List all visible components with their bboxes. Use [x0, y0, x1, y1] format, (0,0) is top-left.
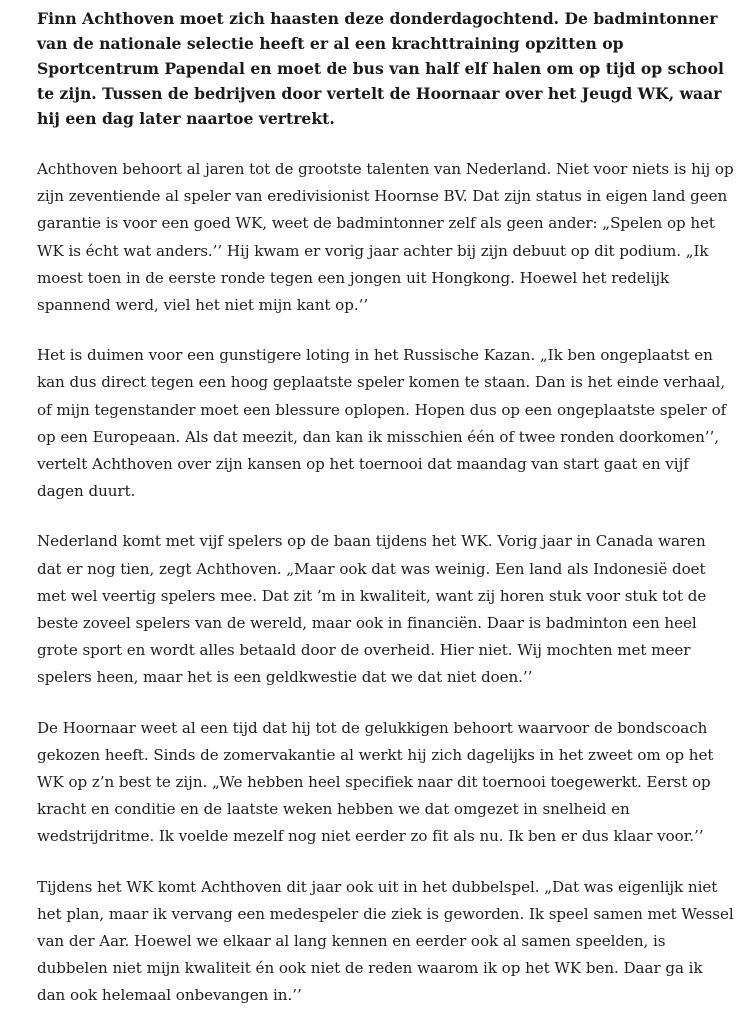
article-paragraph: Tijdens het WK komt Achthoven dit jaar ook uit in het dubbelspel. „Dat was eigenlijk niet het plan, maar ik vervang een medespeler die ziek is geworden. Ik speel samen met Wessel van der Aar. Hoewel we elkaar al lang kennen en eerder ook al samen speelden, is dubbelen niet mijn kwaliteit én ook niet de reden waarom ik op het WK ben. Daar ga ik dan ook helemaal onbevangen in.’’ [37, 877, 734, 1005]
article-intro: Finn Achthoven moet zich haasten deze donderdagochtend. De badmintonner van de nationale selectie heeft er al een krachttraining opzitten op Sportcentrum Papendal en moet de bus van half elf halen om op tijd op school te zijn. Tussen de bedrijven door vertelt de Hoornaar over het Jeugd WK, waar hij een dag later naartoe vertrekt. [37, 9, 724, 128]
article-paragraph: De Hoornaar weet al een tijd dat hij tot de gelukkigen behoort waarvoor de bondscoach gekozen heeft. Sinds de zomervakantie al werkt hij zich dagelijks in het zweet om op het WK op z’n best te zijn. „We hebben heel specifiek naar dit toernooi toegewerkt. Eerst op kracht en conditie en de laatste weken hebben we dat omgezet in snelheid en wedstrijdritme. Ik voelde mezelf nog niet eerder zo fit als nu. Ik ben er dus klaar voor.’’ [37, 718, 714, 846]
article-paragraph: Achthoven behoort al jaren tot de grootste talenten van Nederland. Niet voor niets is hij op zijn zeventiende al speler van eredivisionist Hoornse BV. Dat zijn status in eigen land geen garantie is voor een goed WK, weet de badmintonner zelf als geen ander: „Spelen op het WK is écht wat anders.’’ Hij kwam er vorig jaar achter bij zijn debuut op dit podium. „Ik moest toen in de eerste ronde tegen een jongen uit Hongkong. Hoewel het redelijk spannend werd, viel het niet mijn kant op.’’ [37, 160, 734, 315]
article-paragraph: Nederland komt met vijf spelers op de baan tijdens het WK. Vorig jaar in Canada waren dat er nog tien, zegt Achthoven. „Maar ook dat was weinig. Een land als Indonesië doet met wel veertig spelers mee. Dat zit ’m in kwaliteit, want zij horen stuk voor stuk tot de beste zoveel spelers van de wereld, maar ook in financiën. Daar is badminton een heel grote sport en wordt alles betaald door de overheid. Hier niet. Wij mochten met meer spelers heen, maar het is een geldkwestie dat we dat niet doen.’’ [37, 532, 707, 687]
article-paragraph: Het is duimen voor een gunstigere loting in het Russische Kazan. „Ik ben ongeplaatst en kan dus direct tegen een hoog geplaatste speler komen te staan. Dan is het einde verhaal, of mijn tegenstander moet een blessure oplopen. Hopen dus op een ongeplaatste speler of op een Europeaan. Als dat meezit, dan kan ik misschien één of twee ronden doorkomen’’, vertelt Achthoven over zijn kansen op het toernooi dat maandag van start gaat en vijf dagen duurt. [37, 346, 727, 501]
